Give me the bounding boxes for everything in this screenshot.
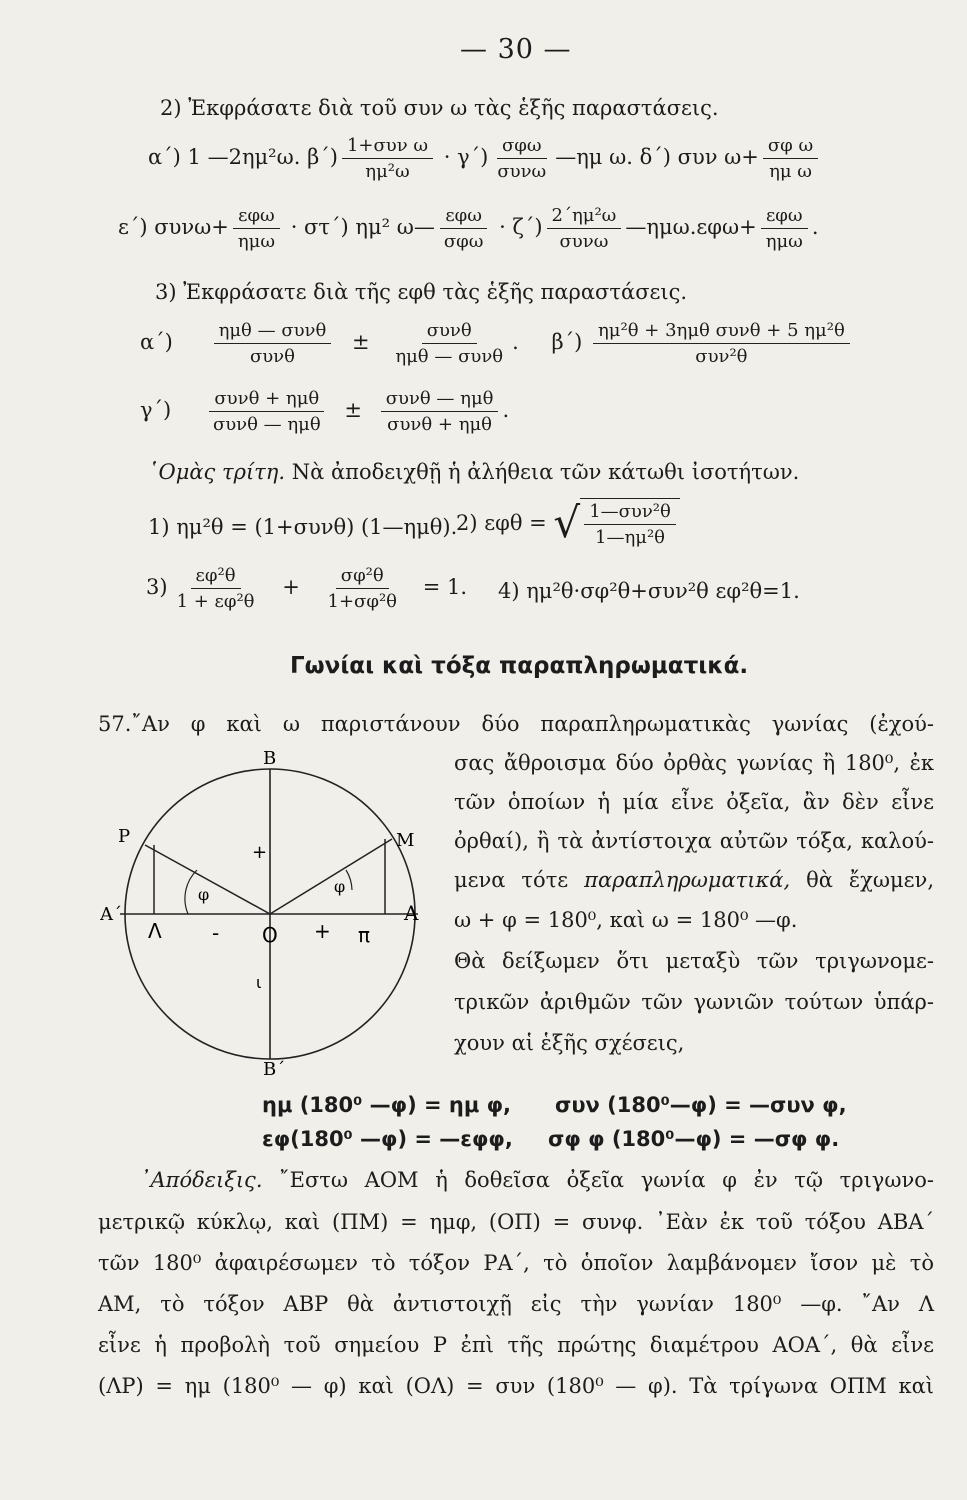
angle-arc-right xyxy=(346,870,352,890)
formula-cot: σφ φ (180⁰—φ) = —σφ φ. xyxy=(548,1127,840,1151)
ex3-b-fraction: $\frac{\text{ημ²θ + 3ημθ συνθ + 5 ημ²θ}}{\text{συν²θ}}$ xyxy=(593,320,850,367)
group-3-title: ῾Ομὰς τρίτη. xyxy=(148,460,286,484)
sign-lower: ι xyxy=(256,973,262,992)
identity-2: 2) εφθ = √ $\frac{\text{1—συν²θ}}{\text{1—ημ²θ}}$ xyxy=(456,498,680,548)
paragraph-57-line-3: τῶν ὁποίων ἡ μία εἶνε ὀξεῖα, ἂν δὲν εἶνε xyxy=(454,790,934,814)
paragraph-57-line-6: ω + φ = 180⁰, καὶ ω = 180⁰ —φ. xyxy=(454,908,798,932)
paragraph-57-line-9: χουν αἱ ἑξῆς σχέσεις, xyxy=(454,1031,685,1055)
exercise-3-header: 3) Ἐκφράσατε διὰ τῆς εφθ τὰς ἑξῆς παραστάσεις. xyxy=(155,280,688,304)
identity-1: 1) ημ²θ = (1+συνθ) (1—ημθ). xyxy=(148,515,458,539)
label-A: Α xyxy=(404,901,419,925)
ex3-g-label: γ΄) xyxy=(140,398,172,422)
paragraph-57-line-2: σας ἄθροισμα δύο ὀρθὰς γωνίας ἢ 180⁰, ἐκ xyxy=(454,751,934,775)
ex3-g-fraction-1: $\frac{\text{συνθ + ημθ}}{\text{συνθ — ημθ}}$ xyxy=(208,388,326,435)
ex2-d-label: δ΄) συν ω+ xyxy=(639,145,759,169)
proof-line-5: εἶνε ἡ προβολὴ τοῦ σημείου Ρ ἐπὶ τῆς πρώτης διαμέτρου ΑΟΑ΄, θὰ εἶνε xyxy=(98,1333,934,1357)
ex2-z-label: · ζ΄) xyxy=(499,215,543,239)
group-3-intro: ῾Ομὰς τρίτη. Νὰ ἀποδειχθῇ ἡ ἀλήθεια τῶν κάτωθι ἰσοτήτων. xyxy=(148,460,800,484)
ex2-z-fraction: $\frac{\text{2΄ημ²ω}}{\text{συνω}}$ xyxy=(547,205,622,252)
identity-3-fraction-2: $\frac{\text{σφ²θ}}{\text{1+σφ²θ}}$ xyxy=(327,565,397,612)
identity-3-fraction-1: $\frac{\text{εφ²θ}}{\text{1 + εφ²θ}}$ xyxy=(176,565,255,612)
ex2-b-label: β΄) xyxy=(307,145,338,169)
term-supplementary: παραπληρωματικά, xyxy=(584,868,791,892)
ex3-a-fraction-2: $\frac{\text{συνθ}}{\text{ημθ — συνθ}}$ xyxy=(395,320,504,367)
paragraph-57-line-5: μενα τότε παραπληρωματικά, θὰ ἔχωμεν, xyxy=(454,868,934,892)
section-title: Γωνίαι καὶ τόξα παραπληρωματικά. xyxy=(290,653,749,679)
ex2-d-fraction: $\frac{\text{σφ ω}}{\text{ημ ω}}$ xyxy=(763,135,818,182)
radius-OM xyxy=(270,839,392,914)
sign-plus-right: + xyxy=(314,919,331,943)
paragraph-57-line-4: ὀρθαί), ἢ τὰ ἀντίστοιχα αὐτῶν τόξα, καλού- xyxy=(454,829,934,853)
ex2-z-fraction-2: $\frac{\text{εφω}}{\text{ημω}}$ xyxy=(761,205,808,252)
formula-tan: εφ(180⁰ —φ) = —εφφ, xyxy=(262,1127,513,1151)
ex2-g-label: · γ΄) xyxy=(443,145,489,169)
proof-line-1: ᾿Απόδειξις. ῎Εστω ΑΟΜ ἡ δοθεῖσα ὀξεῖα γωνία φ ἐν τῷ τριγωνο- xyxy=(140,1168,934,1192)
ex2-a: α΄) 1 —2ημ²ω. xyxy=(148,145,301,169)
ex2-g-fraction: $\frac{\text{σφω}}{\text{συνω}}$ xyxy=(497,135,547,182)
exercise-3-row-1: α΄) $\frac{\text{ημθ — συνθ}}{\text{συνθ}}$ ± $\frac{\text{συνθ}}{\text{ημθ — συνθ}}$ . β΄) $\frac{\text{ημ²θ + 3ημθ συνθ + 5 ημ²θ}}{\text{συν²θ}}$ xyxy=(140,320,854,367)
paragraph-57-line-1: 57.῎Αν φ καὶ ω παριστάνουν δύο παραπληρωματικὰς γωνίας (ἐχού- xyxy=(98,712,934,736)
proof-line-3: τῶν 180⁰ ἀφαιρέσωμεν τὸ τόξον ΡΑ΄, τὸ ὁποῖον λαμβάνομεν ἴσον μὲ τὸ xyxy=(98,1251,934,1275)
exercise-2-header: 2) Ἐκφράσατε διὰ τοῦ συν ω τὰς ἑξῆς παραστάσεις. xyxy=(160,96,719,120)
exercise-2-row-2: ε΄) συνω+ $\frac{\text{εφω}}{\text{ημω}}$ · στ΄) ημ² ω— $\frac{\text{εφω}}{\text{σφω}}$ · ζ΄) $\frac{\text{2΄ημ²ω}}{\text{συνω}}$ —ημω.εφω+ $\frac{\text{εφω}}{\text{ημω}}$ . xyxy=(118,205,819,252)
ex3-b-label: β΄) xyxy=(551,330,583,354)
label-P: Ρ xyxy=(118,826,131,847)
sign-minus: - xyxy=(212,921,220,945)
formula-cos: συν (180⁰—φ) = —συν φ, xyxy=(555,1093,847,1117)
ex2-st-label: · στ΄) ημ² ω— xyxy=(290,215,435,239)
label-B: Β xyxy=(263,750,277,769)
label-M: Μ xyxy=(396,830,415,851)
trig-circle-figure xyxy=(100,750,450,1080)
proof-line-2: μετρικῷ κύκλῳ, καὶ (ΠΜ) = ημφ, (ΟΠ) = συνφ. ᾿Εὰν ἐκ τοῦ τόξου ΑΒΑ΄ xyxy=(98,1210,934,1234)
paragraph-57-line-8: τρικῶν ἀριθμῶν τῶν γωνιῶν τούτων ὑπάρ- xyxy=(454,990,934,1014)
ex2-st-fraction: $\frac{\text{εφω}}{\text{σφω}}$ xyxy=(439,205,489,252)
label-B-prime: Β΄ xyxy=(263,1059,286,1080)
proof-label: ᾿Απόδειξις. xyxy=(140,1168,263,1192)
page-number: — 30 — xyxy=(460,34,572,65)
label-O: Ο xyxy=(262,923,278,947)
ex3-g-fraction-2: $\frac{\text{συνθ — ημθ}}{\text{συνθ + ημθ}}$ xyxy=(381,388,499,435)
exercise-3-row-2: γ΄) $\frac{\text{συνθ + ημθ}}{\text{συνθ — ημθ}}$ ± $\frac{\text{συνθ — ημθ}}{\text{συνθ + ημθ}}$ . xyxy=(140,388,510,435)
ex2-b-fraction: $\frac{\text{1+συν ω}}{\text{ημ²ω}}$ xyxy=(342,135,433,182)
proof-line-4: ΑΜ, τὸ τόξον ΑΒΡ θὰ ἀντιστοιχῇ εἰς τὴν γωνίαν 180⁰ —φ. ῎Αν Λ xyxy=(98,1292,934,1316)
formula-sin: ημ (180⁰ —φ) = ημ φ, xyxy=(262,1093,512,1117)
ex2-e-fraction: $\frac{\text{εφω}}{\text{ημω}}$ xyxy=(233,205,280,252)
label-A-prime: Α΄ xyxy=(100,904,122,925)
exercise-2-row-1: α΄) 1 —2ημ²ω. β΄) $\frac{\text{1+συν ω}}{\text{ημ²ω}}$ · γ΄) $\frac{\text{σφω}}{\text{συνω}}$ —ημ ω. δ΄) συν ω+ $\frac{\text{σφ ω}}{\text{ημ ω}}$ xyxy=(148,135,822,182)
label-phi-right: φ xyxy=(334,877,346,896)
ex3-a-label: α΄) xyxy=(140,330,173,354)
label-pi: π xyxy=(358,923,371,947)
label-phi-left: φ xyxy=(198,885,210,904)
sign-plus-upper: + xyxy=(252,842,268,863)
ex3-a-fraction-1: $\frac{\text{ημθ — συνθ}}{\text{συνθ}}$ xyxy=(214,320,332,367)
proof-line-6: (ΛΡ) = ημ (180⁰ — φ) καὶ (ΟΛ) = συν (180⁰ — φ). Τὰ τρίγωνα ΟΠΜ καὶ xyxy=(98,1374,934,1398)
angle-arc-left xyxy=(185,870,197,914)
label-L: Λ xyxy=(148,919,162,943)
paragraph-57-line-7: Θὰ δείξωμεν ὅτι μεταξὺ τῶν τριγωνομε- xyxy=(454,949,934,973)
identity-4: 4) ημ²θ·σφ²θ+συν²θ εφ²θ=1. xyxy=(498,579,800,603)
identity-3: 3) $\frac{\text{εφ²θ}}{\text{1 + εφ²θ}}$ + $\frac{\text{σφ²θ}}{\text{1+σφ²θ}}$ = 1. xyxy=(146,565,467,612)
ex2-e-label: ε΄) συνω+ xyxy=(118,215,229,239)
